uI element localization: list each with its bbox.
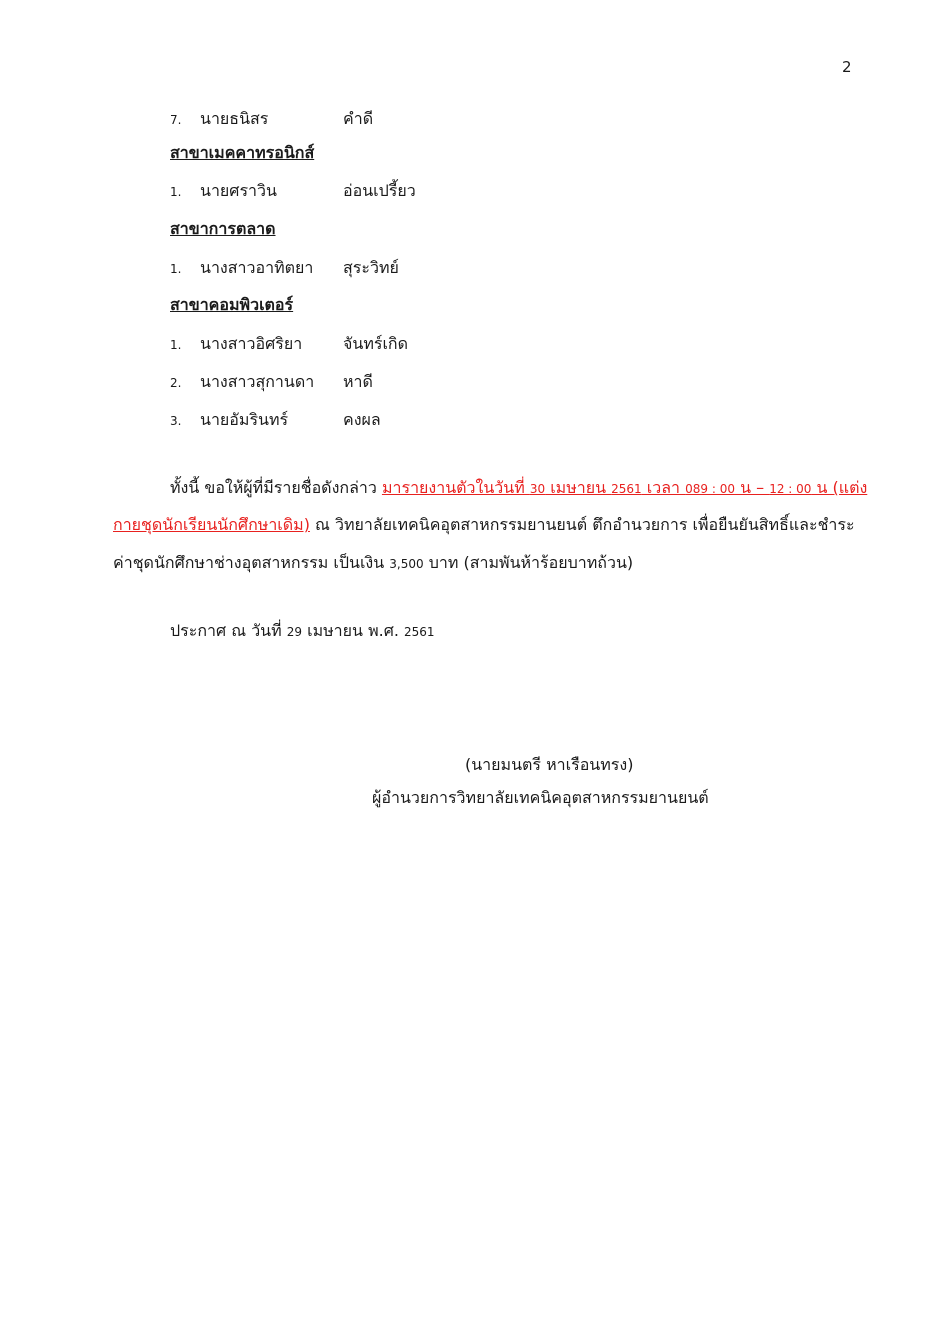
highlight-text: น – xyxy=(734,478,770,497)
highlight-year: 2561 xyxy=(611,482,642,496)
last-name: สุระวิทย์ xyxy=(343,258,399,277)
list-item xyxy=(170,106,373,132)
last-name: คงผล xyxy=(343,410,381,429)
highlight-text: น (แต่ง xyxy=(811,478,868,497)
first-name: นายศราวิน xyxy=(200,181,277,200)
signatory-name: (นายมนตรี หาเรือนทรง) xyxy=(465,755,634,774)
announcement-day: 29 xyxy=(286,625,303,639)
section-heading-marketing: สาขาการตลาด xyxy=(170,219,276,238)
highlight-day: 30 xyxy=(529,482,546,496)
item-number: 1. xyxy=(170,262,182,276)
first-name: นางสาวสุกานดา xyxy=(200,372,315,391)
item-number: 1. xyxy=(170,338,182,352)
last-name: คำดี xyxy=(343,109,374,128)
page-number: 2 xyxy=(842,58,852,76)
paragraph-text: บาท (สามพันห้าร้อยบาทถ้วน) xyxy=(423,553,634,572)
list-item xyxy=(170,369,373,395)
list-item xyxy=(170,331,408,357)
paragraph-text: ค่าชุดนักศึกษาช่างอุตสาหกรรม เป็นเงิน xyxy=(113,553,390,572)
paragraph-line-2 xyxy=(113,512,858,538)
item-number: 7. xyxy=(170,113,182,127)
paragraph-line-3 xyxy=(113,550,858,577)
item-number: 3. xyxy=(170,414,182,428)
first-name: นางสาวอิศริยา xyxy=(200,334,303,353)
signatory-title: ผู้อำนวยการวิทยาลัยเทคนิคอุตสาหกรรมยานยนต์ xyxy=(372,788,709,807)
highlight-text: เมษายน xyxy=(545,478,612,497)
item-number: 1. xyxy=(170,185,182,199)
highlight-time-start: 089 : 00 xyxy=(685,482,735,496)
first-name: นายอัมรินทร์ xyxy=(200,410,289,429)
section-heading-computer: สาขาคอมพิวเตอร์ xyxy=(170,295,294,314)
announcement-text: ประกาศ ณ วันที่ xyxy=(170,621,287,640)
section-heading-mechatronics: สาขาเมคคาทรอนิกส์ xyxy=(170,143,315,162)
highlight-time-end: 12 : 00 xyxy=(769,482,812,496)
list-item xyxy=(170,178,416,204)
paragraph-text: ทั้งนี้ ขอให้ผู้ที่มีรายชื่อดังกล่าว xyxy=(170,478,382,497)
fee-amount: 3,500 xyxy=(389,557,424,571)
last-name: หาดี xyxy=(343,372,373,391)
last-name: จันทร์เกิด xyxy=(343,334,408,353)
paragraph-text: ณ วิทยาลัยเทคนิคอุตสาหกรรมยานยนต์ ตึกอำนวยการ เพื่อยืนยันสิทธิ์และชำระ xyxy=(309,515,855,534)
announcement-text: เมษายน พ.ศ. xyxy=(302,621,405,640)
list-item xyxy=(170,255,399,281)
first-name: นางสาวอาทิตยา xyxy=(200,258,314,277)
first-name: นายธนิสร xyxy=(200,109,269,128)
paragraph-line-1 xyxy=(170,475,868,502)
announcement-date xyxy=(170,618,915,645)
highlight-text: เวลา xyxy=(641,478,686,497)
item-number: 2. xyxy=(170,376,182,390)
dress-code-highlight: กายชุดนักเรียนนักศึกษาเดิม) xyxy=(113,515,310,534)
announcement-year: 2561 xyxy=(404,625,435,639)
list-item xyxy=(170,407,381,433)
last-name: อ่อนเปรี้ยว xyxy=(343,181,416,200)
report-date-highlight xyxy=(382,478,867,497)
highlight-text: มารายงานตัวในวันที่ xyxy=(381,478,530,497)
